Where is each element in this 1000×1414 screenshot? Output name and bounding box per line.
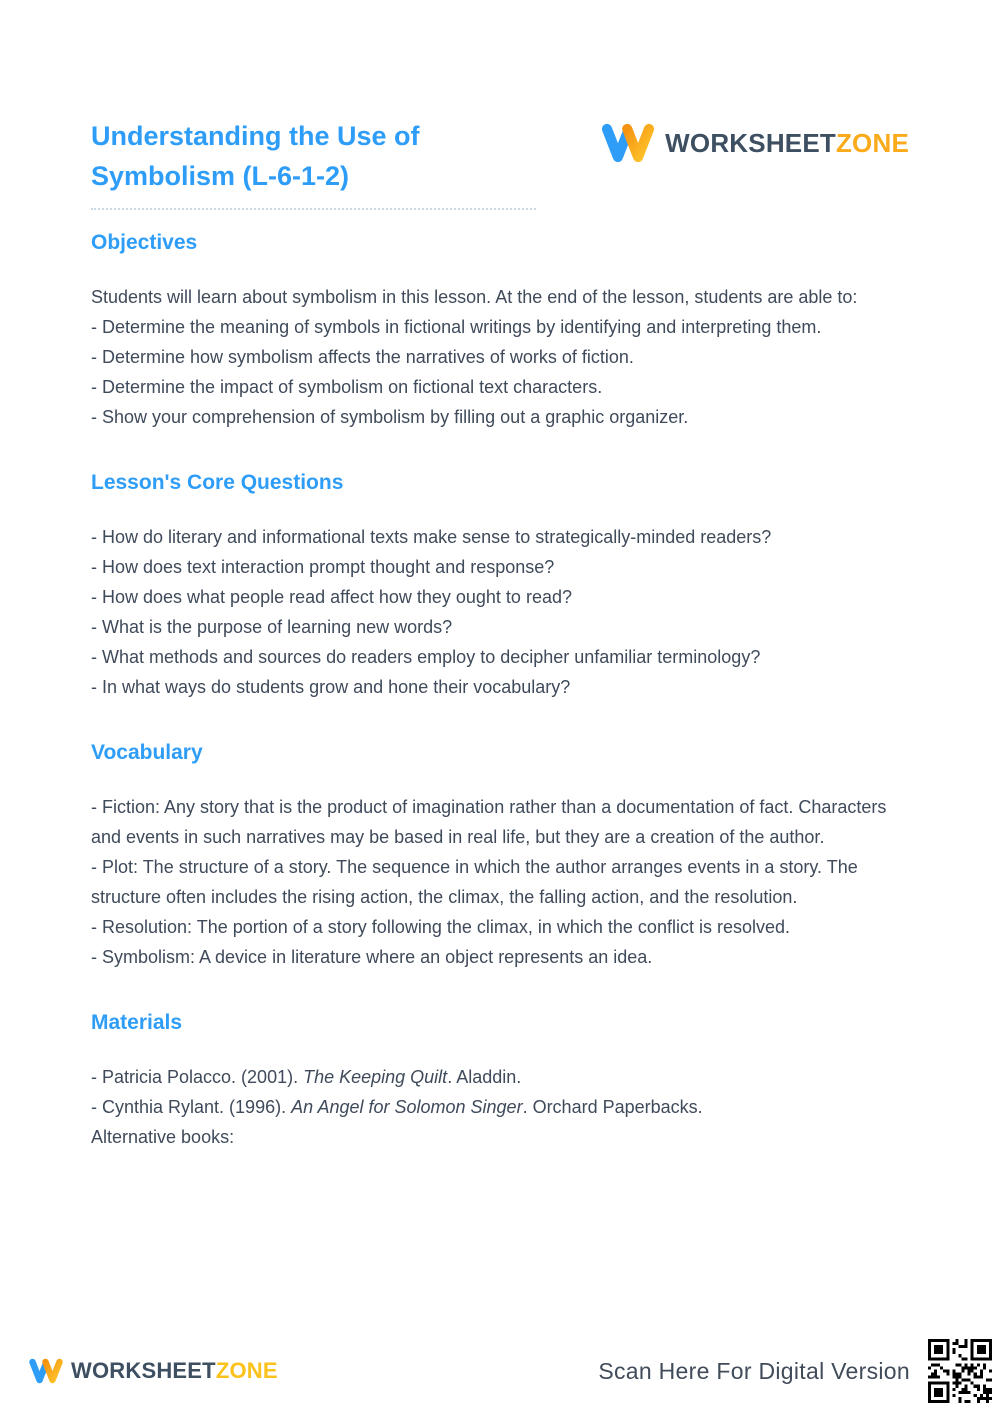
vocabulary-body [91,792,909,972]
logo-text-zone: ZONE [835,127,909,158]
section-vocabulary [91,740,909,972]
core-question-item: - In what ways do students grow and hone their vocabulary? [91,677,571,697]
materials-body [91,1062,909,1152]
materials-item [91,1092,909,1122]
objectives-item: - Determine how symbolism affects the narratives of works of fiction. [91,347,634,367]
page-title [91,116,536,210]
core-question-item: - What is the purpose of learning new words? [91,617,453,637]
vocabulary-item: - Plot: The structure of a story. The sequence in which the author arranges events in a story. The structure often includes the rising action, the climax, the falling action, and the resolution. [91,857,858,907]
objectives-body [91,282,909,432]
materials-item-citation: - Cynthia Rylant. (1996). [91,1097,292,1117]
page-title-line-2: Symbolism (L-6-1-2) [91,161,350,191]
materials-item [91,1062,909,1092]
materials-item-book-title: An Angel for Solomon Singer [291,1097,523,1117]
page-title-line-1: Understanding the Use of [91,121,420,151]
section-materials [91,1010,909,1152]
footer-worksheetzone-logo [28,1357,278,1385]
objectives-item: - Determine the meaning of symbols in fictional writings by identifying and interpreting them. [91,317,822,337]
logo-text-worksheet: WORKSHEET [665,127,836,158]
materials-item-book-title: The Keeping Quilt [303,1067,448,1087]
footer-worksheetzone-w-icon [28,1357,64,1385]
objectives-item: - Determine the impact of symbolism on fictional text characters. [91,377,603,397]
scan-here-text: Scan Here For Digital Version [598,1357,910,1384]
worksheetzone-w-icon [600,122,656,164]
materials-heading: Materials [91,1011,183,1034]
document-footer [0,1336,1000,1406]
section-core-questions [91,470,909,702]
document-header [91,0,909,210]
core-question-item: - What methods and sources do readers employ to decipher unfamiliar terminology? [91,647,761,667]
materials-item-publisher: . Orchard Paperbacks. [522,1097,703,1117]
core-question-item: - How does text interaction prompt thought and response? [91,557,555,577]
qr-code [928,1339,992,1403]
materials-item-publisher: . Aladdin. [447,1067,522,1087]
core-questions-heading: Lesson's Core Questions [91,471,344,494]
materials-item-citation: - Patricia Polacco. (2001). [91,1067,304,1087]
vocabulary-item: - Fiction: Any story that is the product of imagination rather than a documentation of fact. Characters and events in such narratives may be based in real life, but they are a creation of the author. [91,797,887,847]
core-questions-body [91,522,909,702]
objectives-intro: Students will learn about symbolism in this lesson. At the end of the lesson, students are able to: [91,287,858,307]
objectives-heading: Objectives [91,231,198,254]
core-question-item: - How does what people read affect how they ought to read? [91,587,572,607]
footer-logo-text-worksheet: WORKSHEET [71,1358,216,1383]
worksheetzone-logo [600,122,909,164]
objectives-item: - Show your comprehension of symbolism by filling out a graphic organizer. [91,407,689,427]
core-question-item: - How do literary and informational texts make sense to strategically-minded readers? [91,527,772,547]
footer-logo-text [71,1358,278,1384]
vocabulary-item: - Resolution: The portion of a story following the climax, in which the conflict is resolved. [91,917,790,937]
footer-logo-text-zone: ZONE [215,1358,278,1383]
section-objectives [91,230,909,432]
vocabulary-heading: Vocabulary [91,741,203,764]
materials-note: Alternative books: [91,1127,235,1147]
vocabulary-item: - Symbolism: A device in literature where an object represents an idea. [91,947,653,967]
worksheetzone-logo-text [665,128,909,159]
